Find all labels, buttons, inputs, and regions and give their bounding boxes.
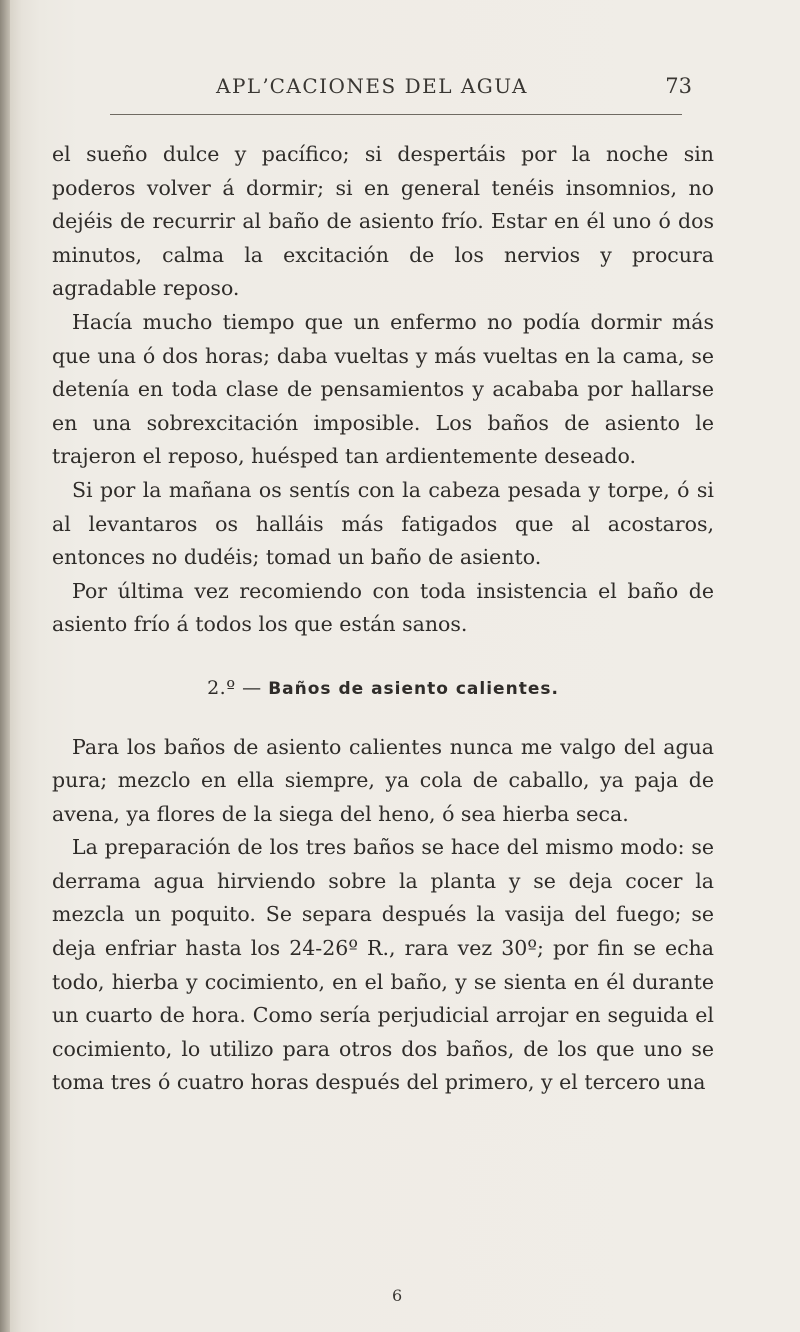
paragraph: Si por la mañana os sentís con la cabeza pesada y torpe, ó si al levantaros os halláis más fatigados que al acostaros, entonces no dudéis; tomad un baño de asiento. <box>52 477 714 570</box>
section-title: Baños de asiento calientes. <box>268 678 559 699</box>
section-number: 2.º <box>207 676 236 699</box>
page-binding-edge <box>0 0 10 1332</box>
page-number: 73 <box>665 74 692 98</box>
paragraph: Hacía mucho tiempo que un enfermo no podía dormir más que una ó dos horas; daba vueltas y más vueltas en la cama, se detenía en toda clase de pensamientos y acababa por hallarse en una sobrexcitación imposible. Los baños de asiento le trajeron el reposo, huésped tan ardientemente deseado. <box>52 309 714 469</box>
paragraph: Para los baños de asiento calientes nunca me valgo del agua pura; mezclo en ella siempre, ya cola de caballo, ya paja de avena, ya flores de la siega del heno, ó sea hierba seca. <box>52 734 714 826</box>
header-rule <box>110 114 682 115</box>
paragraph-continued: el sueño dulce y pacífico; si despertáis por la noche sin poderos volver á dormir; si en general tenéis insomnios, no dejéis de recurrir al baño de asiento frío. Estar en él uno ó dos minutos, calma la excitación de los nervios y procura agradable reposo. <box>52 142 714 301</box>
running-title: APLʼCACIONES DEL AGUA <box>216 74 528 98</box>
section-dash: — <box>242 676 262 699</box>
section-heading <box>52 672 714 707</box>
paragraph: Por última vez recomiendo con toda insistencia el baño de asiento frío á todos los que están sanos. <box>52 578 714 637</box>
signature-mark: 6 <box>392 1286 403 1305</box>
paragraph: La preparación de los tres baños se hace del mismo modo: se derrama agua hirviendo sobre la planta y se deja cocer la mezcla un poquito. Se separa después la vasija del fuego; se deja enfriar hasta los 24-26º R., rara vez 30º; por fin se echa todo, hierba y cocimiento, en el baño, y se sienta en él durante un cuarto de hora. Como sería perjudicial arrojar en seguida el cocimiento, lo utilizo para otros dos baños, de los que uno se toma tres ó cuatro horas después del primero, y el tercero una <box>52 835 714 1095</box>
running-head <box>52 74 692 104</box>
body-text <box>52 138 714 1100</box>
